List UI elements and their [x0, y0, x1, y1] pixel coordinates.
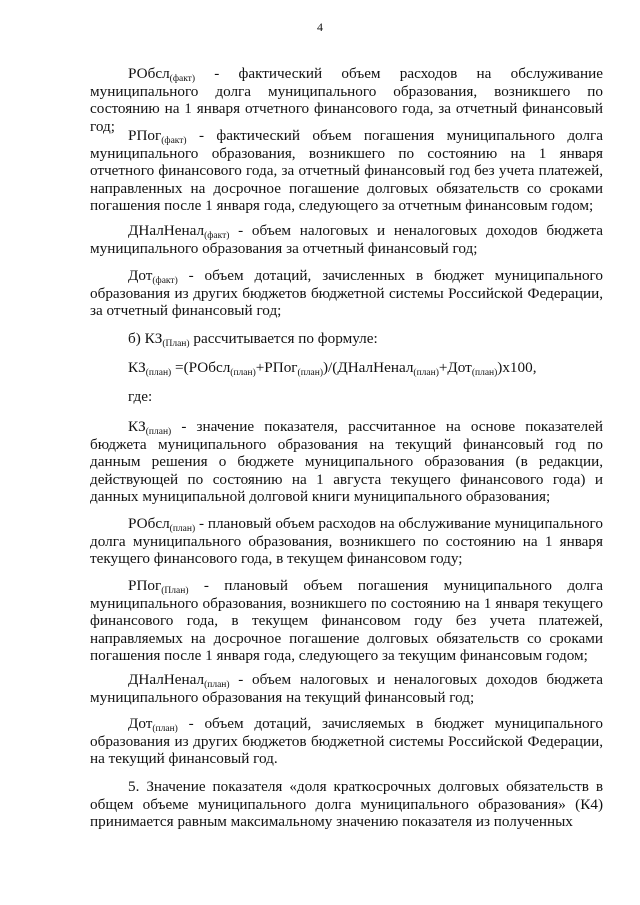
- formula-lhs-subscript: (план): [145, 368, 172, 378]
- term: РПог: [128, 577, 162, 594]
- formula-subscript: (план): [471, 368, 498, 378]
- term: КЗ: [128, 418, 146, 435]
- term: ДНалНенал: [128, 671, 205, 688]
- formula-subscript: (план): [413, 368, 439, 378]
- formula-part: +РПог: [255, 359, 298, 376]
- formula-subscript: (план): [297, 368, 323, 378]
- definition-robsl-plan: [90, 515, 603, 568]
- section-5-paragraph: 5. Значение показателя «доля краткосрочных долговых обязательств в общем объеме муниципального долга муниципального образования» (К4) принимается равным максимальному значению показателя из полученных: [90, 778, 603, 831]
- term: ДНалНенал: [128, 222, 205, 239]
- term-subscript: (План): [161, 586, 189, 596]
- definition-text: - объем дотаций, зачисленных в бюджет муниципального образования из других бюджетов бюджетной системы Российской Федерации, за отчетный финансовый год;: [90, 267, 603, 320]
- definition-text: - фактический объем погашения муниципального долга муниципального образования, возникшего по состоянию на 1 января отчетного финансового года, за отчетный финансовый год без учета платежей, направленных на досрочное погашение долговых обязательств со сроками погашения после 1 января года, следующего за отчетным финансовым годом;: [90, 127, 603, 215]
- term: РОбсл: [128, 65, 170, 82]
- formula-part: )/(ДНалНенал: [323, 359, 414, 376]
- term-subscript: (план): [152, 724, 178, 734]
- definition-text: - значение показателя, рассчитанное на основе показателей бюджета муниципального образования на текущий финансовый год по данным решения о бюджете муниципального образования (в редакции, действующей по состоянию на 1 августа текущего финансового года) и данных муниципальной долговой книги муниципального образования;: [90, 418, 603, 506]
- definition-dnalnenal-plan: [90, 671, 603, 706]
- definition-text: - фактический объем расходов на обслуживание муниципального долга муниципального образования, возникшего по состоянию на 1 января отчетного финансового года, за отчетный финансовый год;: [90, 65, 603, 135]
- definition-text: - плановый объем погашения муниципального долга муниципального образования, возникшего по состоянию на 1 января текущего финансового года, в текущем финансовом году без учета платежей, направляемых на досрочное погашение долговых обязательств со сроками погашения после 1 января года, следующего за текущим финансовым годом;: [90, 577, 603, 665]
- formula-intro-subscript: (План): [162, 339, 190, 349]
- formula-intro: [128, 330, 378, 348]
- term-subscript: (факт): [204, 231, 230, 241]
- term: Дот: [128, 267, 153, 284]
- page-number: 4: [317, 20, 323, 34]
- definition-kz-plan: [90, 418, 603, 506]
- term-subscript: (факт): [161, 136, 187, 146]
- term-subscript: (план): [169, 524, 196, 534]
- term-subscript: (факт): [169, 74, 195, 84]
- formula-intro-text: рассчитывается по формуле:: [189, 330, 378, 347]
- term: Дот: [128, 715, 153, 732]
- definition-dot-plan: [90, 715, 603, 768]
- term-subscript: (факт): [152, 276, 178, 286]
- formula-part: =(РОбсл: [171, 359, 231, 376]
- definition-text: - объем налоговых и неналоговых доходов бюджета муниципального образования на текущий финансовый год;: [90, 671, 603, 706]
- formula-intro-term: б) КЗ: [128, 330, 163, 347]
- formula-part: +Дот: [438, 359, 472, 376]
- term: РОбсл: [128, 515, 170, 532]
- definition-text: - объем дотаций, зачисляемых в бюджет муниципального образования из других бюджетов бюджетной системы Российской Федерации, на текущий финансовый год.: [90, 715, 603, 768]
- term-subscript: (план): [204, 680, 230, 690]
- term: РПог: [128, 127, 162, 144]
- where-label: где:: [128, 388, 153, 405]
- formula-part: )х100,: [497, 359, 537, 376]
- formula-subscript: (план): [230, 368, 256, 378]
- definition-text: - плановый объем расходов на обслуживание муниципального долга муниципального образования, возникшего по состоянию на 1 января текущего финансового года, в текущем финансовом году;: [90, 515, 603, 568]
- definition-dnalnenal-fact: [90, 222, 603, 257]
- definition-rpog-fact: [90, 127, 603, 215]
- definition-rpog-plan: [90, 577, 603, 665]
- definition-text: - объем налоговых и неналоговых доходов бюджета муниципального образования за отчетный финансовый год;: [90, 222, 603, 257]
- definition-dot-fact: [90, 267, 603, 320]
- definition-robsl-fact: [90, 65, 603, 135]
- term-subscript: (план): [145, 427, 172, 437]
- formula-lhs: КЗ: [128, 359, 146, 376]
- formula: [128, 359, 537, 377]
